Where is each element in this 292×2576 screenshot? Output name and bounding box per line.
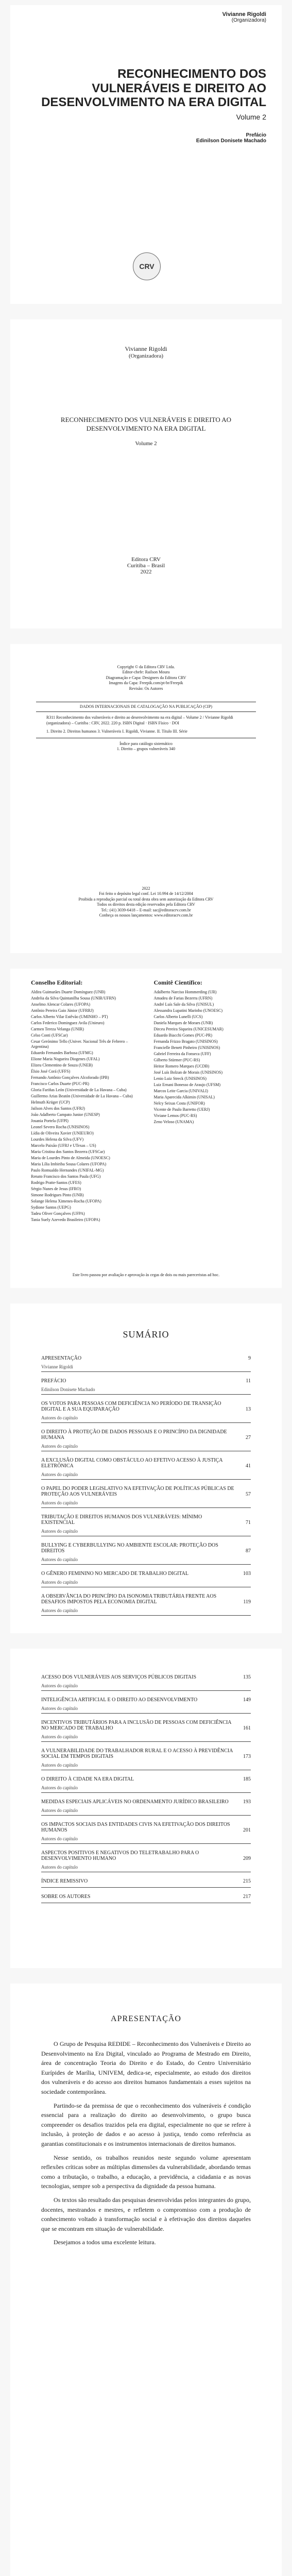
editorial-member: Maria de Lourdes Pinto de Almeida (UNOESC) <box>31 1156 110 1160</box>
scientific-member: Francielle Benett Pinheiro (UNISINOS) <box>153 1045 220 1050</box>
scientific-member: Gilberto Stürmer (PUC-RS) <box>153 1058 200 1062</box>
toc-entry-author: Autores do capítulo <box>41 1836 78 1841</box>
toc-page-1 <box>10 1303 282 1633</box>
toc-entry-title: MEDIDAS ESPECIAIS APLICÁVEIS NO ORDENAMENTO JURÍDICO BRASILEIRO <box>41 1799 229 1805</box>
title-page <box>10 319 282 629</box>
toc-entry-title: APRESENTAÇÃO <box>41 1355 82 1361</box>
toc-entry-author: Autores do capítulo <box>41 1415 78 1420</box>
presentation-paragraph: Os textos são resultado das pesquisas desenvolvidas pelos integrantes do grupo, docentes, mestrandos e mestres, e refletem o compromisso com a produção de conhecimento voltado à transformação social e à efetivação dos direitos daqueles que se encontram em situação de vulnerabilidade. <box>41 2196 251 2232</box>
cover-title: RECONHECIMENTO DOS VULNERÁVEIS E DIREITO AO DESENVOLVIMENTO NA ERA DIGITAL <box>41 67 266 110</box>
presentation-paragraph: Nesse sentido, os trabalhos reunidos neste segundo volume apresentam reflexões críticas sobre as múltiplas dimensões da vulnerabilidade, abordando temas como a tributação, o trabalho, a educação, a previdência, a cidadania e as novas tecnologias, sempre sob a perspectiva da dignidade da pessoa humana. <box>41 2154 251 2190</box>
toc-entry-author: Autores do capítulo <box>41 1734 78 1739</box>
title-page-title: RECONHECIMENTO DOS VULNERÁVEIS E DIREITO AO DESENVOLVIMENTO NA ERA DIGITAL <box>60 416 232 432</box>
copyright-line: Editor-chefe: Railson Moura <box>122 670 170 675</box>
toc-entry-page: 87 <box>246 1548 251 1554</box>
editorial-member: Sérgio Nunes de Jesus (IFRO) <box>31 1187 81 1191</box>
editorial-member: Elizeu Clementino de Souza (UNEB) <box>31 1063 93 1067</box>
editorial-member: Tadeu Oliver Gonçalves (UFPA) <box>31 1211 85 1216</box>
copyright-line: Copyright © da Editora CRV Ltda. <box>117 665 175 669</box>
toc-entry-page: 149 <box>243 1697 251 1703</box>
toc-entry-page: 13 <box>246 1406 251 1412</box>
toc-entry-author: Autores do capítulo <box>41 1865 78 1870</box>
editorial-member: Carlos Federico Dominguez Avila (Unieuro) <box>31 1021 105 1025</box>
toc-entry-page: 217 <box>243 1894 251 1900</box>
toc-entry <box>41 1822 251 1833</box>
presentation-paragraph: O Grupo de Pesquisa REDIDE – Reconhecimento dos Vulneráveis e Direito ao Desenvolvimento na Era Digital, vinculado ao Programa de Mestrado em Direito, área de concentração Teoria do Direito e do Estado, do Centro Universitário Eurípides de Marília, UNIVEM, dedica-se, especialmente, ao estudo dos direitos dos vulneráveis e do acesso aos direitos humanos fundamentais a esses sujeitos na sociedade contemporânea. <box>41 2040 251 2095</box>
scientific-member: Amadeu de Farias Bezerra (UFRN) <box>153 996 213 1001</box>
toc-divider <box>41 1394 251 1395</box>
scientific-member: Nelcy Seixas Costa (UNIFOR) <box>153 1101 205 1106</box>
toc-divider <box>41 1843 251 1844</box>
title-publisher: Editora CRV <box>131 556 161 563</box>
scientific-member: Viviane Lemos (PUC-RS) <box>153 1113 197 1118</box>
board-page <box>10 969 282 1288</box>
toc-entry-page: 193 <box>243 1799 251 1805</box>
toc-entry-title: ÍNDICE REMISSIVO <box>41 1878 88 1884</box>
toc-entry <box>41 1543 251 1554</box>
toc-entry-author: Autores do capítulo <box>41 1762 78 1768</box>
editorial-member: Celso Conti (UFSCar) <box>31 1033 68 1038</box>
scientific-member: Zeno Veloso (UNAMA) <box>153 1120 194 1124</box>
scientific-member: Gabriel Ferreira da Fonseca (UFF) <box>153 1052 211 1056</box>
toc-entry-title: O GÊNERO FEMININO NO MERCADO DE TRABALHO DIGITAL <box>41 1571 188 1577</box>
editorial-member: Aldira Guimarães Duarte Domínguez (UNB) <box>31 990 106 994</box>
toc-entry-author: Edinilson Donisete Machado <box>41 1387 95 1392</box>
toc-entry <box>41 1674 251 1680</box>
editorial-board-list <box>31 990 139 1223</box>
scientific-member: André Luís Sale da Silva (UNISUL) <box>153 1002 214 1007</box>
toc-entry-title: OS VOTOS PARA PESSOAS COM DEFICIÊNCIA NO PERÍODO DE TRANSIÇÃO DIGITAL E A SUA EQUIPARAÇÃO <box>41 1401 221 1412</box>
scientific-member: Eduardo Biacchi Gomes (PUC-PR) <box>153 1033 213 1038</box>
copyright-footer-line: Proibida a reprodução parcial ou total desta obra sem autorização da Editora CRV <box>78 896 214 902</box>
toc-entry <box>41 1429 251 1440</box>
presentation-body <box>41 2039 251 2247</box>
toc-entry-title: INTELIGÊNCIA ARTIFICIAL E O DIREITO AO DESENVOLVIMENTO <box>41 1697 198 1703</box>
title-year: 2022 <box>140 569 152 575</box>
toc-entry-title: SOBRE OS AUTORES <box>41 1894 91 1900</box>
toc-entry-author: Autores do capítulo <box>41 1683 78 1688</box>
toc-entry-page: 103 <box>243 1571 251 1577</box>
toc-entry <box>41 1401 251 1412</box>
toc-entry <box>41 1799 251 1805</box>
toc-entry <box>41 1355 251 1361</box>
title-organizer-role: (Organizadora) <box>129 353 163 359</box>
toc-entry-page: 173 <box>243 1754 251 1759</box>
crv-logo: CRV <box>133 252 161 280</box>
copyright-footer-line: Foi feito o depósito legal conf. Lei 10.994 de 14/12/2004 <box>99 891 193 896</box>
toc-entry-page: 119 <box>243 1599 251 1605</box>
toc-entry-page: 41 <box>246 1463 251 1469</box>
toc-heading: SUMÁRIO <box>123 1329 169 1340</box>
editorial-member: Paulo Romualdo Hernandes (UNIFAL-MG) <box>31 1168 104 1173</box>
toc-divider <box>41 1371 251 1372</box>
toc-entry-title: A VULNERABILIDADE DO TRABALHADOR RURAL E O ACESSO À PREVIDÊNCIA SOCIAL EM TEMPOS DIGITAIS <box>41 1748 233 1759</box>
toc-entry-title: OS IMPACTOS SOCIAIS DAS ENTIDADES CIVIS NA EFETIVAÇÃO DOS DIREITOS HUMANOS <box>41 1822 230 1833</box>
toc-divider <box>41 1507 251 1508</box>
toc-divider <box>41 1422 251 1423</box>
copyright-footer-line: Conheça os nossos lançamentos: www.editoracrv.com.br <box>99 912 193 918</box>
editorial-member: Josania Portela (UFPI) <box>31 1118 68 1123</box>
editorial-member: Guillermo Arias Beatón (Universidade de La Havana – Cuba) <box>31 1094 133 1098</box>
editorial-member: Carmen Tereza Velanga (UNIR) <box>31 1027 84 1031</box>
toc-entry-page: 9 <box>248 1355 251 1361</box>
copyright-footer-line: Tel.: (41) 3039-6418 – E-mail: sac@editoracrv.com.br <box>101 907 191 912</box>
cover-preface-author: Edinilson Donisete Machado <box>196 138 266 144</box>
editorial-member: Tania Suely Azevedo Brasileiro (UFOPA) <box>31 1217 100 1222</box>
presentation-page <box>10 1984 282 2576</box>
copyright-footer-line: Todos os direitos desta edição reservados pela Editora CRV <box>97 902 195 907</box>
presentation-paragraph: Desejamos a todos uma excelente leitura. <box>54 2239 156 2246</box>
editorial-member: Renato Francisco dos Santos Paula (UFG) <box>31 1174 101 1179</box>
toc-entry-title: O PAPEL DO PODER LEGISLATIVO NA EFETIVAÇÃO DE POLÍTICAS PÚBLICAS DE PROTEÇÃO AOS VULNERÁVEIS <box>41 1486 234 1497</box>
toc-entry-page: 201 <box>243 1827 251 1833</box>
scientific-member: Heitor Romero Marques (UCDB) <box>153 1064 210 1069</box>
toc-entry <box>41 1514 251 1526</box>
toc-entry-title: O DIREITO À PROTEÇÃO DE DADOS PESSOAIS E O PRINCÍPIO DA DIGNIDADE HUMANA <box>41 1429 227 1440</box>
toc-list <box>41 1355 251 1616</box>
cover-organizer: Vivianne Rigoldi <box>222 11 266 18</box>
editorial-member: Gloria Fariñas León (Universidade de La Havana – Cuba) <box>31 1088 127 1092</box>
editorial-member: Francisco Carlos Duarte (PUC-PR) <box>31 1081 90 1086</box>
cover-page <box>10 5 282 304</box>
toc-entry-title: PREFÁCIO <box>41 1378 66 1384</box>
scientific-committee-heading: Comitê Científico: <box>153 979 202 986</box>
toc-entry-page: 57 <box>246 1492 251 1497</box>
toc-entry-title: ASPECTOS POSITIVOS E NEGATIVOS DO TELETRABALHO PARA O DESENVOLVIMENTO HUMANO <box>41 1850 199 1861</box>
scientific-member: Luiz Ernani Bonesso de Araujo (UFSM) <box>153 1082 221 1087</box>
catalog-body: R311 Reconhecimento dos vulneráveis e direito ao desenvolvimento na era digital – Volume 2 / Vivianne Rigoldi (organizadora) – Curitiba : CRV, 2022. 220 p. ISBN Digital · ISBN Físico · DOI <box>46 715 233 725</box>
cover-preface-label: Prefácio <box>246 132 266 138</box>
toc-entry <box>41 1486 251 1497</box>
toc-entry-author: Autores do capítulo <box>41 1785 78 1790</box>
editorial-member: Simone Rodrigues Pinto (UNB) <box>31 1193 84 1197</box>
title-page-volume: Volume 2 <box>135 440 157 447</box>
toc-entry <box>41 1748 251 1759</box>
toc-entry-title: BULLYING E CYBERBULLYING NO AMBIENTE ESCOLAR: PROTEÇÃO DOS DIREITOS <box>41 1543 218 1554</box>
toc-entry-page: 215 <box>243 1878 251 1884</box>
scientific-member: Fernanda Frizzo Bragato (UNISINOS) <box>153 1039 218 1044</box>
toc-entry <box>41 1878 251 1884</box>
toc-entry-page: 11 <box>246 1378 251 1384</box>
scientific-member: Marcos Leite Garcia (UNIVALI) <box>153 1089 208 1093</box>
cover-organizer-role: (Organizadora) <box>231 18 266 23</box>
copyright-line: Imagens da Capa: Freepik.com/pt-br/Freepik <box>109 681 183 686</box>
presentation-heading: APRESENTAÇÃO <box>111 2014 181 2023</box>
title-city: Curitiba – Brasil <box>127 563 165 569</box>
toc-entry-author: Autores do capítulo <box>41 1444 78 1449</box>
presentation-paragraph: Partindo-se da premissa de que o reconhecimento dos vulneráveis é condição essencial para a realização do direito ao desenvolvimento, o grupo busca compreender os desafios trazidos pela era digital, especialmente no que se refere à inclusão, à proteção de dados e ao acesso à justiça, tendo como referência as garantias constitucionais e os instrumentos internacionais de direitos humanos. <box>41 2102 251 2147</box>
editorial-member: Élsio José Corá (UFFS) <box>31 1069 71 1074</box>
toc-entry <box>41 1594 251 1605</box>
toc-entry-author: Autores do capítulo <box>41 1706 78 1711</box>
scientific-committee-list <box>154 990 262 1125</box>
review-note: Este livro passou por avaliação e aprovação às cegas de dois ou mais pareceristas ad hoc. <box>72 1273 220 1277</box>
editorial-member: Maria Cristina dos Santos Bezerra (UFSCar) <box>31 1149 105 1154</box>
toc-entry-title: O DIREITO À CIDADE NA ERA DIGITAL <box>41 1776 134 1782</box>
toc-page-2 <box>10 1649 282 1968</box>
toc-entry-title: A OBSERVÂNCIA DO PRINCÍPIO DA ISONOMIA TRIBUTÁRIA FRENTE AOS DESAFIOS IMPOSTOS PELA ECONOMIA DIGITAL <box>41 1594 217 1605</box>
toc-entry-page: 27 <box>246 1435 251 1440</box>
toc-entry-author: Autores do capítulo <box>41 1608 78 1613</box>
editorial-member: Fernando Antônio Gonçalves Alcoforado (IPB) <box>31 1075 109 1080</box>
toc-entry-title: TRIBUTAÇÃO E DIREITOS HUMANOS DOS VULNERÁVEIS: MÍNIMO EXISTENCIAL <box>41 1514 202 1526</box>
copyright-page <box>10 644 282 953</box>
toc-divider <box>41 1713 251 1714</box>
toc-entry-author: Autores do capítulo <box>41 1529 78 1534</box>
editorial-member: Lourdes Helena da Silva (UFV) <box>31 1137 84 1142</box>
catalog-subjects: 1. Direito 2. Direitos humanos 3. Vulneráveis I. Rigoldi, Vivianne. II. Título III. Série <box>46 729 187 734</box>
scientific-member: Adalberto Narciso Hommerding (UR) <box>153 990 217 994</box>
scientific-member: José Luís Bolzan de Morais (UNISINOS) <box>153 1070 223 1075</box>
toc-entry-page: 71 <box>246 1520 251 1526</box>
toc-divider <box>41 1690 251 1691</box>
toc-entry-page: 209 <box>243 1856 251 1861</box>
toc-entry <box>41 1458 251 1469</box>
toc-entry-author: Vivianne Rigoldi <box>41 1364 73 1369</box>
toc-entry <box>41 1894 251 1900</box>
editorial-member: Helmuth Krüger (UCP) <box>31 1100 70 1105</box>
editorial-member: Antônio Pereira Gaio Júnior (UFRRJ) <box>31 1008 94 1013</box>
toc-divider <box>41 1615 251 1616</box>
editorial-member: Sydione Santos (UEPG) <box>31 1205 71 1210</box>
scientific-member: Daniela Marques de Moraes (UNB) <box>153 1021 213 1025</box>
scientific-member: Maria Aparecida Alkimin (UNISAL) <box>153 1095 215 1099</box>
toc-divider <box>41 1792 251 1793</box>
copyright-line: Revisão: Os Autores <box>129 686 163 691</box>
editorial-member: Maria Lília Imbiriba Sousa Colares (UFOPA) <box>31 1162 107 1166</box>
editorial-member: Elione Maria Nogueira Diogenes (UFAL) <box>31 1057 100 1061</box>
editorial-member: Eduardo Fernandes Barbosa (UFMG) <box>31 1050 93 1055</box>
editorial-member: Cesar Gerónimo Tello (Univer. Nacional Três de Febrero – Argentina) <box>31 1039 128 1049</box>
editorial-member: Lídia de Oliveira Xavier (UNIEURO) <box>31 1131 94 1136</box>
toc-entry <box>41 1850 251 1861</box>
toc-entry-title: ACESSO DOS VULNERÁVEIS AOS SERVIÇOS PÚBLICOS DIGITAIS <box>41 1674 197 1680</box>
scientific-member: Alessandra Lupatini Marinho (UNOESC) <box>153 1008 223 1013</box>
toc-entry-title: A EXCLUSÃO DIGITAL COMO OBSTÁCULO AO EFETIVO ACESSO À JUSTIÇA ELETRÔNICA <box>41 1458 222 1469</box>
toc-entry-title: INCENTIVOS TRIBUTÁRIOS PARA A INCLUSÃO DE PESSOAS COM DEFICIÊNCIA NO MERCADO DE TRABALHO <box>41 1720 231 1731</box>
title-organizer: Vivianne Rigoldi <box>125 345 167 352</box>
toc-divider <box>41 1887 251 1888</box>
editorial-member: Carlos Alberto Vilar Estêvão (UMINHO – PT) <box>31 1014 108 1019</box>
index-line: 1. Direito – grupos vulneráveis 340 <box>116 746 176 751</box>
toc-divider <box>41 1479 251 1480</box>
toc-entry-page: 185 <box>243 1776 251 1782</box>
catalog-title: DADOS INTERNACIONAIS DE CATALOGAÇÃO NA PUBLICAÇÃO (CIP) <box>79 704 213 709</box>
copyright-line: Diagramação e Capa: Designers da Editora CRV <box>106 675 186 680</box>
toc-divider <box>41 1815 251 1816</box>
toc-entry <box>41 1571 251 1577</box>
editorial-member: Marcelo Paixão (UFRJ e UTexas – US) <box>31 1143 96 1148</box>
toc-divider <box>41 1741 251 1742</box>
toc-entry <box>41 1697 251 1703</box>
toc-entry-author: Autores do capítulo <box>41 1808 78 1813</box>
cover-volume: Volume 2 <box>236 112 266 121</box>
scientific-member: Carlos Alberto Lunelli (UCS) <box>153 1014 203 1019</box>
toc-entry-author: Autores do capítulo <box>41 1500 78 1505</box>
editorial-board-heading: Conselho Editorial: <box>31 979 83 986</box>
toc-entry-page: 135 <box>243 1674 251 1680</box>
editorial-member: João Adalberto Campato Junior (UNESP) <box>31 1112 100 1117</box>
toc-entry-author: Autores do capítulo <box>41 1472 78 1477</box>
toc-entry-author: Autores do capítulo <box>41 1557 78 1562</box>
toc-entry <box>41 1720 251 1731</box>
copyright-footer-line: 2022 <box>142 886 150 891</box>
toc-entry-author: Autores do capítulo <box>41 1580 78 1585</box>
toc-list <box>41 1674 251 1903</box>
toc-entry <box>41 1776 251 1782</box>
toc-entry-page: 161 <box>243 1725 251 1731</box>
editorial-member: Andréia da Silva Quintanilha Sousa (UNIR/UFRN) <box>31 996 116 1001</box>
index-title: Índice para catálogo sistemático <box>119 741 173 746</box>
editorial-member: Anselmo Alencar Colares (UFOPA) <box>31 1002 91 1007</box>
editorial-member: Solange Helena Ximenes-Rocha (UFOPA) <box>31 1199 101 1204</box>
editorial-member: Jailson Alves dos Santos (UFRJ) <box>31 1106 85 1111</box>
editorial-member: Leonel Severo Rocha (UNISINOS) <box>31 1125 90 1129</box>
editorial-member: Rodrigo Pratte-Santos (UFES) <box>31 1180 81 1185</box>
scientific-member: Vicente de Paulo Barretto (UERJ) <box>153 1107 210 1112</box>
scientific-member: Lenio Luiz Streck (UNISINOS) <box>153 1076 207 1081</box>
toc-entry <box>41 1378 251 1384</box>
toc-divider <box>41 1564 251 1565</box>
scientific-member: Dirceu Pereira Siqueira (UNICESUMAR) <box>153 1027 224 1031</box>
